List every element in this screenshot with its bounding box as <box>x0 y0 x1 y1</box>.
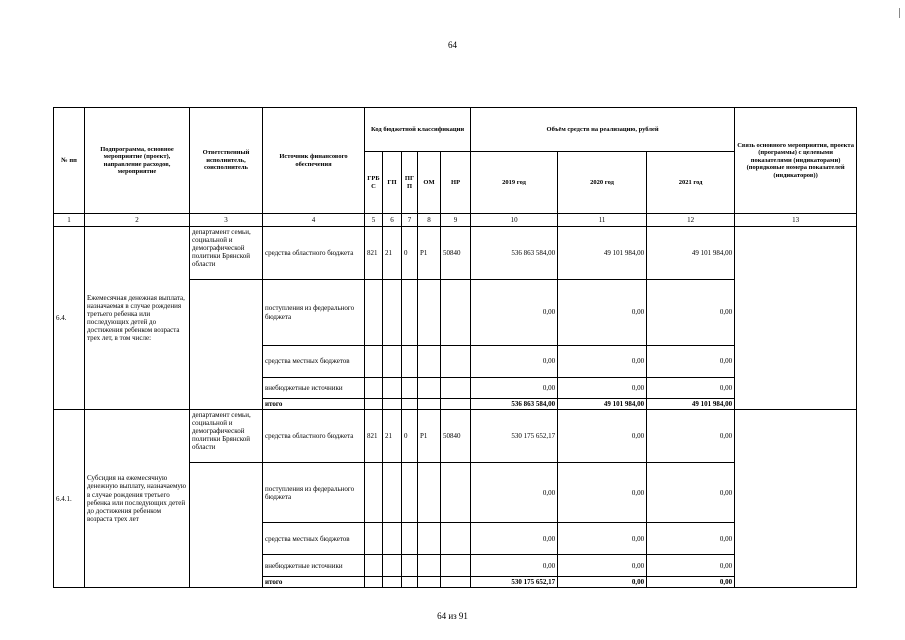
gp-cell: 21 <box>383 410 402 463</box>
pgp-cell <box>402 555 418 577</box>
np-cell <box>441 378 471 399</box>
value-2020: 49 101 984,00 <box>558 227 647 280</box>
om-cell <box>418 555 441 577</box>
value-2020: 0,00 <box>558 346 647 378</box>
col-number: 11 <box>558 214 647 227</box>
col-number: 4 <box>263 214 365 227</box>
total-2020: 0,00 <box>558 577 647 588</box>
header-subprogram: Подпрограмма, основное мероприятие (проект), направление расходов, мероприятие <box>85 108 190 214</box>
value-2020: 0,00 <box>558 410 647 463</box>
col-number: 9 <box>441 214 471 227</box>
pgp-cell: 0 <box>402 410 418 463</box>
column-number-row <box>54 214 857 227</box>
grbs-cell: 821 <box>365 410 383 463</box>
empty-cell <box>383 577 402 588</box>
grbs-cell <box>365 523 383 555</box>
empty-cell <box>402 577 418 588</box>
col-number: 8 <box>418 214 441 227</box>
source-cell: средства местных бюджетов <box>263 346 365 378</box>
responsible-empty <box>190 280 263 410</box>
table-row <box>54 227 857 280</box>
page-number-top: 64 <box>448 40 457 50</box>
value-2021: 0,00 <box>647 346 735 378</box>
header-pgp: ПГ П <box>402 152 418 214</box>
empty-cell <box>418 399 441 410</box>
source-cell: средства местных бюджетов <box>263 523 365 555</box>
source-cell: внебюджетные источники <box>263 555 365 577</box>
source-cell: поступления из федерального бюджета <box>263 280 365 346</box>
om-cell <box>418 463 441 523</box>
grbs-cell <box>365 555 383 577</box>
value-2019: 0,00 <box>471 523 558 555</box>
empty-cell <box>402 399 418 410</box>
empty-cell <box>418 577 441 588</box>
col-number: 10 <box>471 214 558 227</box>
total-2019: 536 863 584,00 <box>471 399 558 410</box>
table-row <box>54 410 857 463</box>
grbs-cell <box>365 378 383 399</box>
gp-cell <box>383 463 402 523</box>
value-2019: 0,00 <box>471 280 558 346</box>
empty-cell <box>441 577 471 588</box>
pgp-cell: 0 <box>402 227 418 280</box>
np-cell <box>441 523 471 555</box>
section-responsible: департамент семьи, социальной и демографической политики Брянской области <box>190 227 263 280</box>
col-number: 3 <box>190 214 263 227</box>
empty-cell <box>365 577 383 588</box>
gp-cell <box>383 378 402 399</box>
section-number: 6.4.1. <box>54 410 85 588</box>
section-responsible: департамент семьи, социальной и демографической политики Брянской области <box>190 410 263 463</box>
total-2019: 530 175 652,17 <box>471 577 558 588</box>
col-number: 7 <box>402 214 418 227</box>
responsible-empty <box>190 463 263 588</box>
grbs-cell: 821 <box>365 227 383 280</box>
grbs-cell <box>365 463 383 523</box>
value-2021: 0,00 <box>647 378 735 399</box>
pgp-cell <box>402 463 418 523</box>
gp-cell <box>383 280 402 346</box>
page-edge-mark <box>899 8 900 18</box>
value-2020: 0,00 <box>558 378 647 399</box>
pgp-cell <box>402 523 418 555</box>
link-cell <box>735 410 857 588</box>
empty-cell <box>441 399 471 410</box>
header-sources: Источник финансового обеспечения <box>263 108 365 214</box>
np-cell: 50840 <box>441 410 471 463</box>
source-cell: средства областного бюджета <box>263 227 365 280</box>
value-2021: 0,00 <box>647 280 735 346</box>
gp-cell <box>383 346 402 378</box>
gp-cell <box>383 523 402 555</box>
col-number: 1 <box>54 214 85 227</box>
link-cell <box>735 227 857 410</box>
om-cell <box>418 523 441 555</box>
header-om: ОМ <box>418 152 441 214</box>
header-grbs: ГРБ С <box>365 152 383 214</box>
value-2020: 0,00 <box>558 463 647 523</box>
np-cell <box>441 346 471 378</box>
value-2021: 49 101 984,00 <box>647 227 735 280</box>
grbs-cell <box>365 280 383 346</box>
pgp-cell <box>402 378 418 399</box>
total-2020: 49 101 984,00 <box>558 399 647 410</box>
empty-cell <box>383 399 402 410</box>
total-label: итого <box>263 399 365 410</box>
header-link: Связь основного мероприятия, проекта (программы) с целевыми показателями (индикаторами) (порядковые номера показателей (индикаторов)) <box>735 108 857 214</box>
col-number: 6 <box>383 214 402 227</box>
grbs-cell <box>365 346 383 378</box>
source-cell: поступления из федерального бюджета <box>263 463 365 523</box>
col-number: 13 <box>735 214 857 227</box>
value-2021: 0,00 <box>647 523 735 555</box>
value-2021: 0,00 <box>647 410 735 463</box>
np-cell: 50840 <box>441 227 471 280</box>
header-2021: 2021 год <box>647 152 735 214</box>
om-cell: P1 <box>418 227 441 280</box>
value-2020: 0,00 <box>558 555 647 577</box>
np-cell <box>441 463 471 523</box>
col-number: 5 <box>365 214 383 227</box>
gp-cell <box>383 555 402 577</box>
header-gp: ГП <box>383 152 402 214</box>
pgp-cell <box>402 280 418 346</box>
value-2019: 0,00 <box>471 378 558 399</box>
value-2019: 0,00 <box>471 346 558 378</box>
value-2020: 0,00 <box>558 280 647 346</box>
section-name: Субсидия на ежемесячную денежную выплату, назначаемую в случае рождения третьего ребенка или последующих детей до достижения ребенком возраста трех лет <box>85 410 190 588</box>
gp-cell: 21 <box>383 227 402 280</box>
col-number: 2 <box>85 214 190 227</box>
om-cell: P1 <box>418 410 441 463</box>
value-2019: 0,00 <box>471 463 558 523</box>
np-cell <box>441 555 471 577</box>
header-2020: 2020 год <box>558 152 647 214</box>
header-volume: Объём средств на реализацию, рублей <box>471 108 735 152</box>
om-cell <box>418 280 441 346</box>
om-cell <box>418 378 441 399</box>
budget-table <box>53 107 857 588</box>
section-name: Ежемесячная денежная выплата, назначаемая в случае рождения третьего ребенка или последующих детей до достижения ребенком возраста трех лет, в том числе: <box>85 227 190 410</box>
source-cell: средства областного бюджета <box>263 410 365 463</box>
empty-cell <box>365 399 383 410</box>
header-no: № пп <box>54 108 85 214</box>
value-2021: 0,00 <box>647 555 735 577</box>
value-2021: 0,00 <box>647 463 735 523</box>
value-2020: 0,00 <box>558 523 647 555</box>
total-label: итого <box>263 577 365 588</box>
total-2021: 49 101 984,00 <box>647 399 735 410</box>
header-np: НР <box>441 152 471 214</box>
total-2021: 0,00 <box>647 577 735 588</box>
col-number: 12 <box>647 214 735 227</box>
header-budget-code: Код бюджетной классификации <box>365 108 471 152</box>
value-2019: 530 175 652,17 <box>471 410 558 463</box>
page-number-bottom: 64 из 91 <box>437 611 468 621</box>
value-2019: 0,00 <box>471 555 558 577</box>
header-responsible: Ответственный исполнитель, соисполнитель <box>190 108 263 214</box>
pgp-cell <box>402 346 418 378</box>
value-2019: 536 863 584,00 <box>471 227 558 280</box>
source-cell: внебюджетные источники <box>263 378 365 399</box>
np-cell <box>441 280 471 346</box>
section-number: 6.4. <box>54 227 85 410</box>
om-cell <box>418 346 441 378</box>
header-2019: 2019 год <box>471 152 558 214</box>
